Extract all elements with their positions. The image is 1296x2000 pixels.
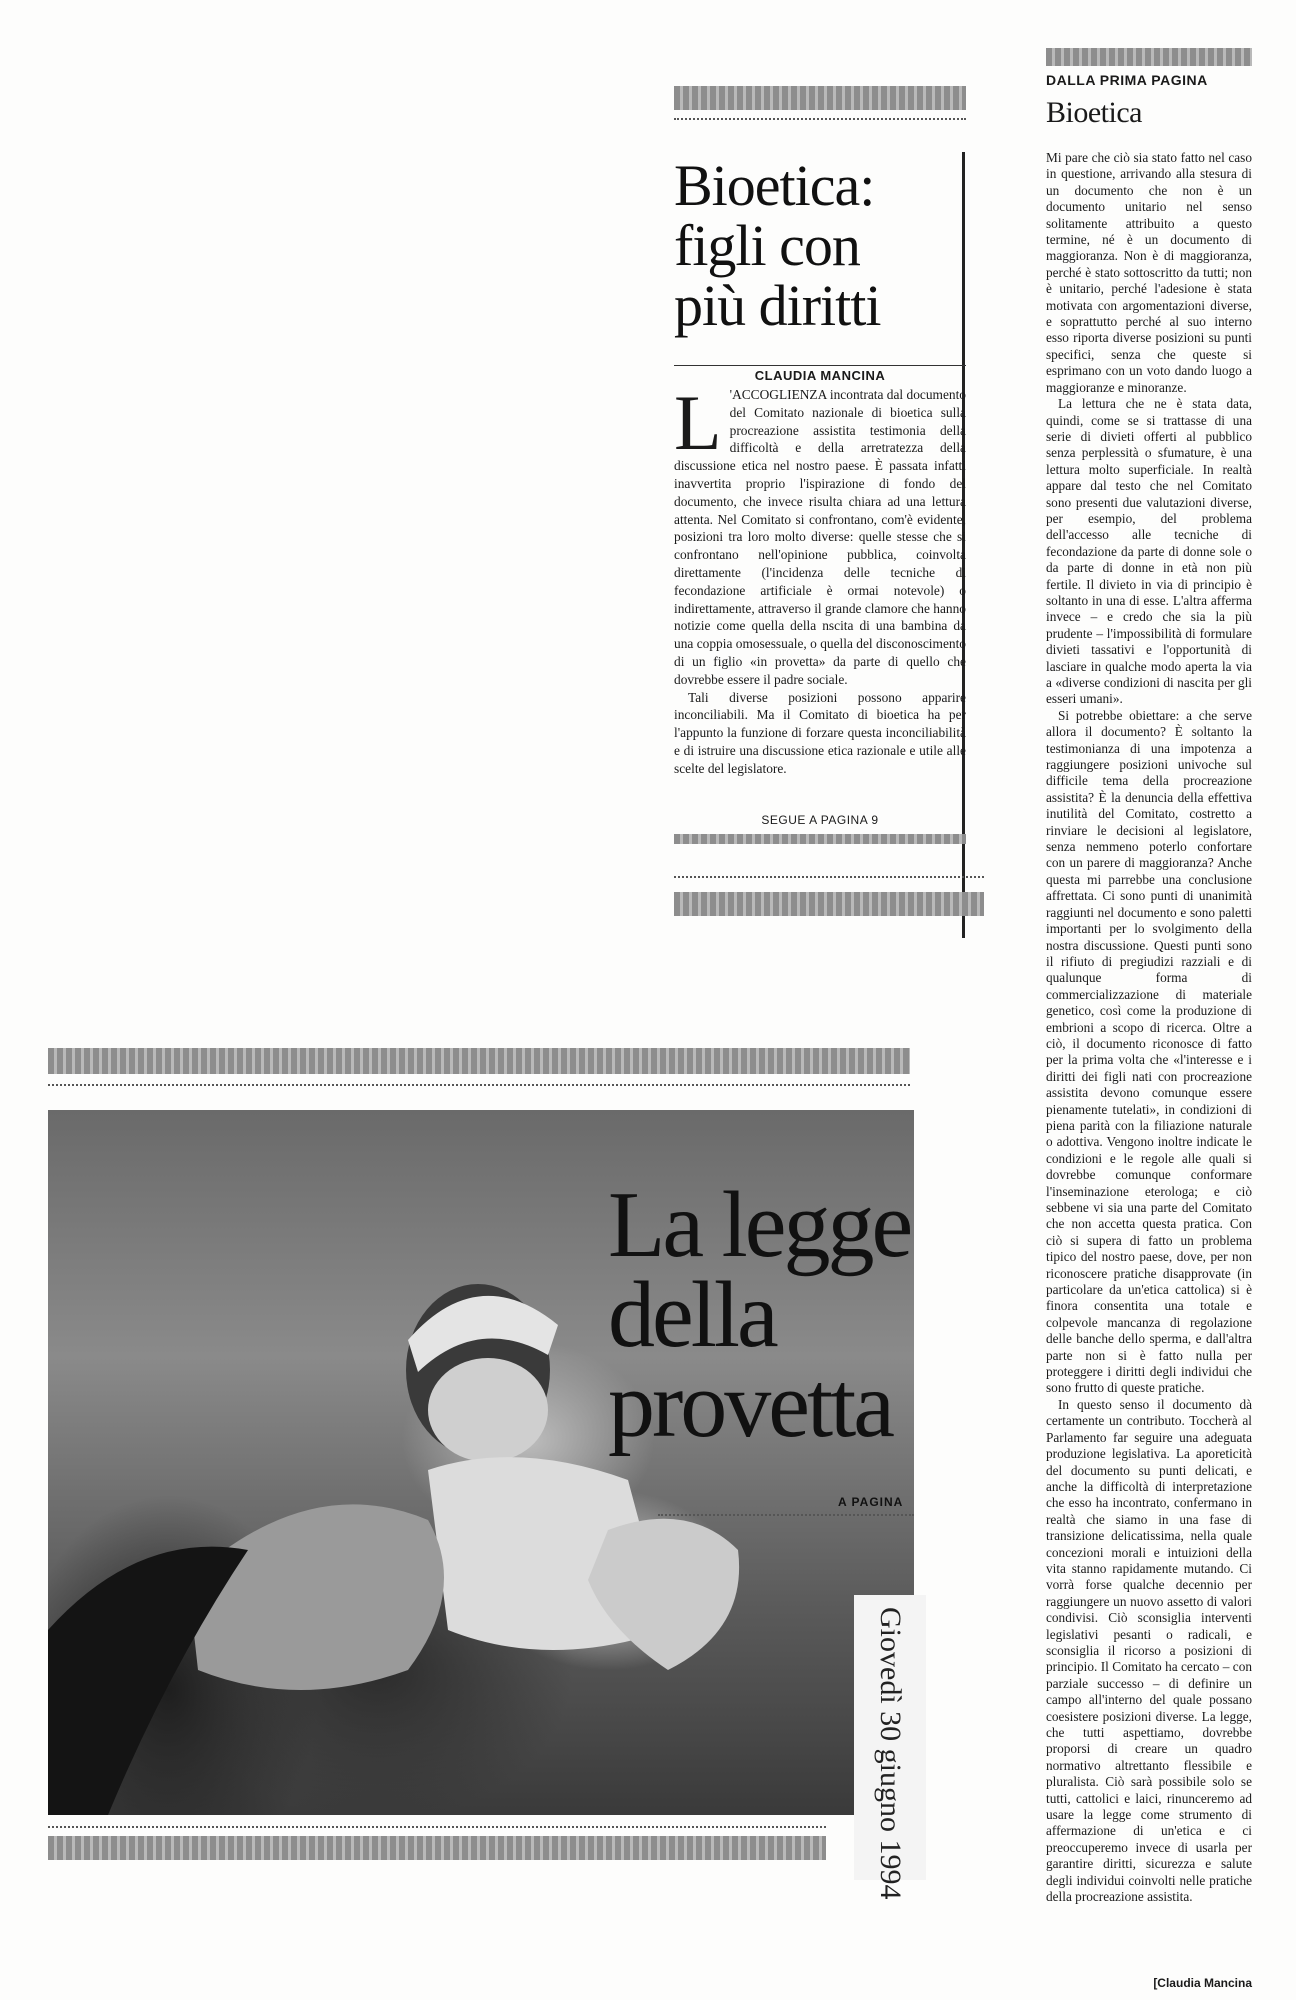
dotted-rule — [48, 1084, 910, 1086]
date-strip — [854, 1595, 926, 1900]
top-bar — [48, 1048, 910, 1074]
continue-link[interactable]: SEGUE A PAGINA 9 — [761, 813, 879, 827]
hand-shape — [588, 1519, 739, 1670]
column-paragraph: La lettura che ne è stata data, quindi, come se si trattasse di una serie di divieti offerti al pubblico senza perplessità o sfumature, è una lettura molto superficiale. In realtà appare dal testo che nel Comitato sono presenti due valutazioni diverse, per esempio, del problema dell'accesso alle tecniche di fecondazione da parte di donne sole o da parte di donne in età non più fertile. Il divieto in via di principio è soltanto in una di esse. L'altra afferma invece – e credo che sia la più prudente – l'impossibilità di formulare divieti tassativi e l'opportunità di lasciare in qualche modo aperta la via a «diverse condizioni di nascita per gli esseri umani». — [1046, 396, 1252, 707]
section-kicker: DALLA PRIMA PAGINA — [1046, 72, 1208, 88]
column-paragraph: Mi pare che ciò sia stato fatto nel caso in questione, arrivando alla stesura di un documento che non è un documento unitario nel senso solitamente attribuito a questo termine, né è un documento di maggioranza. Non è di maggioranza, perché è stato sottoscritto da tutti; non è unitario, perché l'adesione è stata motivata con argomentazioni diverse, e soprattutto perché al suo interno esso riporta diverse posizioni su punti specifici, senza che queste si esprimano con un voto dando luogo a maggioranze e minoranze. — [1046, 150, 1252, 395]
drop-cap: L — [674, 379, 722, 466]
mother-child-photo — [48, 1110, 914, 1900]
continuation-column — [1046, 48, 1252, 2000]
bottom-bar — [48, 1836, 826, 1860]
front-page-photo-clipping — [48, 1048, 914, 1900]
column-paragraph: Si potrebbe obiettare: a che serve allora il documento? È soltanto la testimonianza di una impotenza a raggiungere posizioni univoche sul difficile tema della procreazione assistita? È la denuncia della effettiva inutilità del Comitato, costretto a rinviare le decisioni al legislatore, senza nemmeno poterlo confortare con un parere di maggioranza? Anche questa mi parrebbe una conclusione affrettata. Ci sono punti di unanimità raggiunti nel documento e sono paletti importanti per lo svolgimento della nostra discussione. Questi punti sono il rifiuto di pregiudizi razziali e di qualunque forma di commercializzazione di materiale genetico, così come la produzione di embrioni a scopo di ricerca. Oltre a ciò, il documento riconosce di fatto per la prima volta che «l'interesse e i diritti dei figli nati con procreazione assistita devono comunque essere pienamente tutelati», in condizioni di piena parità con la filiazione naturale o adottiva. Vengono inoltre indicate le condizioni e le regole alle quali si dovrebbe comunque conformare l'inseminazione eterologa; e ciò sebbene vi sia una parte del Comitato che non accetta questa pratica. Con ciò si supera di fatto un problema tipico del nostro paese, dove, per non riconoscere pratiche disapprovate (in particolare da un'etica cattolica) si è finora consentita una totale e colpevole mancanza di regolazione delle banche dello sperma, e dall'altra parte non si è fatto nulla per proteggere i diritti degli individui che sono frutto di queste pratiche. — [1046, 707, 1252, 1396]
dotted-rule — [48, 1826, 826, 1828]
photo-headline — [608, 1173, 928, 1457]
headline-line: provetta — [608, 1353, 892, 1457]
article-paragraph: 'ACCOGLIENZA incontrata dal documento del Comitato nazionale di bioetica sulla procreazione assistita testimonia della difficoltà e della arretratezza della discussione etica nel nostro paese. È passata infatti inavvertita proprio l'ispirazione di fondo del documento, che invece risulta chiara ad una lettura attenta. Nel Comitato si confrontano, com'è evidente, posizioni tra loro molto diverse: quelle stesse che si confrontano nell'opinione pubblica, coinvolta direttamente (l'incidenza delle tecniche di fecondazione artificiale è ormai notevole) o indirettamente, attraverso il grande clamore che hanno notizie come quella della nscita di una bambina da una coppia omosessuale, o quella del disconoscimento di un figlio «in provetta» da parte di quello che dovrebbe essere il padre sociale. — [674, 387, 966, 687]
headline-line: della — [608, 1263, 776, 1367]
issue-date: Giovedì 30 giugno 1994 — [874, 1607, 907, 1900]
column-body — [1046, 150, 1252, 1905]
bottom-rule — [674, 834, 966, 844]
article-bioetica-clipping — [674, 86, 992, 918]
page-reference: A PAGINA — [838, 1495, 904, 1509]
article-body — [674, 379, 966, 778]
author-signature: [Claudia Mancina — [1153, 1976, 1252, 1990]
dotted-rule — [674, 876, 984, 878]
mother-face-shape — [188, 1504, 444, 1690]
baby-face-shape — [428, 1358, 548, 1462]
dotted-rule — [658, 1514, 914, 1516]
top-rule — [674, 86, 966, 110]
top-bar — [1046, 48, 1252, 66]
headline-line: La legge — [608, 1173, 911, 1277]
article-paragraph: Tali diverse posizioni possono apparire inconciliabili. Ma il Comitato di bioetica ha per l'appunto la funzione di forzare questa inconciliabilità e di istruire una discussione etica razionale e utile alle scelte del legislatore. — [674, 689, 966, 776]
article-author: CLAUDIA MANCINA — [674, 365, 966, 383]
column-paragraph: In questo senso il documento dà certamente un contributo. Toccherà al Parlamento far seguire una adeguata produzione legislativa. La aporeticità del documento su punti delicati, e anche la difficoltà di interpretazione che esso ha incontrato, confermano in realtà che siamo in una fase di transizione delicatissima, nella quale concezioni morali e intuizioni della vita stanno rapidamente mutando. Ci vorrà forse qualche decennio per raggiungere un nuovo assetto di valori condivisi. Ciò sconsiglia interventi legislativi pesanti o radicali, e sconsiglia il ricorso a posizioni di principio. Il Comitato ha cercato – con parziale successo – di definire un campo all'interno del quale possano coesistere posizioni diverse. La legge, che tutti aspettiamo, dovrebbe proporsi di creare un quadro normativo altrettanto flessibile e pluralista. Ciò sarà possibile solo se tutti, cattolici e laici, rinunceremo ad usare la legge come strumento di affermazione di un'etica e ci preoccuperemo invece di usarla per garantire diritti, sicurezza e salute degli individui coinvolti nelle pratiche della procreazione assistita. — [1046, 1396, 1252, 1905]
column-title: Bioetica — [1046, 96, 1142, 129]
article-headline: Bioetica: figli con più diritti — [674, 153, 881, 338]
bottom-bar — [674, 892, 984, 916]
mother-hair-shape — [48, 1547, 248, 1815]
dotted-rule — [674, 118, 966, 120]
